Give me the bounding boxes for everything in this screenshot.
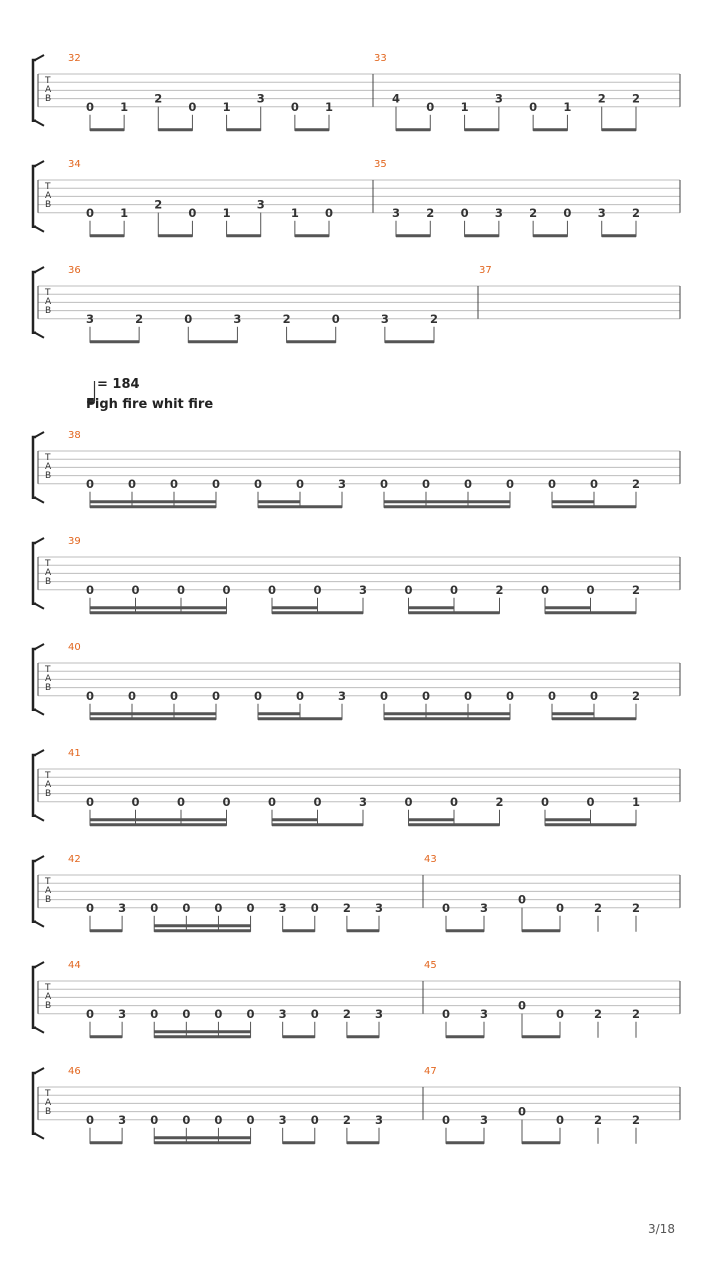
tab-clef-letter: A bbox=[45, 674, 52, 684]
fret-number: 1 bbox=[324, 99, 334, 114]
system-bracket bbox=[33, 755, 36, 816]
fret-number: 2 bbox=[631, 688, 641, 703]
fret-number: 0 bbox=[441, 900, 451, 915]
tab-system bbox=[33, 536, 680, 614]
fret-number: 1 bbox=[460, 99, 469, 114]
tab-clef-letter: T bbox=[45, 182, 51, 192]
fret-number: 0 bbox=[540, 794, 550, 809]
fret-number: 4 bbox=[391, 91, 401, 106]
fret-number: 2 bbox=[154, 91, 163, 106]
fret-number: 2 bbox=[529, 205, 538, 220]
fret-number: 0 bbox=[176, 582, 186, 597]
fret-number: 2 bbox=[495, 582, 504, 597]
fret-number: 1 bbox=[563, 99, 572, 114]
tab-clef-letter: B bbox=[45, 577, 52, 587]
fret-number: 2 bbox=[342, 1006, 351, 1021]
tab-clef-letter: A bbox=[45, 780, 52, 790]
bracket-hook bbox=[35, 432, 44, 437]
bracket-hook bbox=[35, 121, 44, 126]
fret-number: 0 bbox=[449, 794, 459, 809]
tab-clef-letter: T bbox=[45, 76, 51, 86]
fret-number: 0 bbox=[555, 1006, 565, 1021]
fret-number: 3 bbox=[278, 1006, 287, 1021]
fret-number: 0 bbox=[589, 688, 599, 703]
measure-number: 42 bbox=[68, 854, 81, 865]
fret-number: 3 bbox=[479, 900, 489, 915]
measure-number: 41 bbox=[68, 748, 81, 759]
fret-number: 0 bbox=[222, 582, 231, 597]
fret-number: 3 bbox=[233, 311, 242, 326]
tab-clef-letter: T bbox=[45, 1089, 51, 1099]
fret-number: 0 bbox=[404, 794, 413, 809]
fret-number: 3 bbox=[358, 794, 368, 809]
fret-number: 2 bbox=[429, 311, 439, 326]
fret-number: 0 bbox=[295, 476, 305, 491]
tab-system bbox=[33, 854, 680, 932]
fret-number: 0 bbox=[169, 476, 179, 491]
fret-number: 0 bbox=[214, 1112, 223, 1127]
bracket-hook bbox=[35, 604, 44, 609]
tab-clef-letter: A bbox=[45, 85, 52, 95]
fret-number: 2 bbox=[631, 900, 641, 915]
system-bracket bbox=[33, 437, 36, 498]
fret-number: 0 bbox=[563, 205, 572, 220]
tab-clef-letter: B bbox=[45, 94, 52, 104]
fret-number: 0 bbox=[540, 582, 550, 597]
bracket-hook bbox=[35, 750, 44, 755]
fret-number: 0 bbox=[421, 476, 431, 491]
fret-number: 3 bbox=[374, 900, 384, 915]
tab-clef-letter: T bbox=[45, 983, 51, 993]
bracket-hook bbox=[35, 161, 44, 166]
section-label: Figh fire whit fire bbox=[86, 397, 214, 412]
fret-number: 3 bbox=[374, 1006, 384, 1021]
fret-number: 3 bbox=[256, 91, 265, 106]
fret-number: 3 bbox=[380, 311, 389, 326]
tab-system bbox=[33, 430, 680, 508]
fret-number: 0 bbox=[379, 476, 389, 491]
fret-number: 2 bbox=[426, 205, 435, 220]
fret-number: 0 bbox=[150, 1006, 159, 1021]
fret-number: 0 bbox=[246, 900, 255, 915]
tab-clef-letter: B bbox=[45, 895, 52, 905]
fret-number: 1 bbox=[222, 99, 231, 114]
fret-number: 2 bbox=[593, 1112, 603, 1127]
fret-number: 0 bbox=[421, 688, 431, 703]
tab-clef-letter: B bbox=[45, 1001, 52, 1011]
fret-number: 0 bbox=[589, 476, 599, 491]
fret-number: 0 bbox=[184, 311, 193, 326]
fret-number: 0 bbox=[547, 476, 557, 491]
fret-number: 0 bbox=[246, 1006, 255, 1021]
tab-clef-letter: B bbox=[45, 200, 52, 210]
fret-number: 0 bbox=[188, 205, 197, 220]
fret-number: 0 bbox=[127, 476, 137, 491]
fret-number: 0 bbox=[131, 794, 140, 809]
fret-number: 0 bbox=[463, 476, 473, 491]
fret-number: 0 bbox=[505, 476, 515, 491]
fret-number: 3 bbox=[494, 91, 503, 106]
measure-number: 46 bbox=[68, 1066, 81, 1077]
tab-clef-letter: A bbox=[45, 568, 52, 578]
fret-number: 0 bbox=[463, 688, 473, 703]
tab-clef-letter: B bbox=[45, 471, 52, 481]
tab-clef-letter: B bbox=[45, 683, 52, 693]
fret-number: 0 bbox=[188, 99, 197, 114]
fret-number: 0 bbox=[547, 688, 557, 703]
measure-number: 44 bbox=[68, 960, 81, 971]
tab-clef-letter: T bbox=[45, 453, 51, 463]
measure-number: 38 bbox=[68, 430, 81, 441]
bracket-hook bbox=[35, 644, 44, 649]
tab-system bbox=[33, 960, 680, 1038]
measure-number: 36 bbox=[68, 265, 81, 276]
tab-clef-letter: A bbox=[45, 297, 52, 307]
fret-number: 0 bbox=[555, 1112, 565, 1127]
fret-number: 0 bbox=[586, 582, 595, 597]
fret-number: 3 bbox=[479, 1006, 489, 1021]
bracket-hook bbox=[35, 538, 44, 543]
fret-number: 1 bbox=[290, 205, 299, 220]
fret-number: 0 bbox=[441, 1112, 451, 1127]
measure-number: 45 bbox=[424, 960, 437, 971]
measure-number: 40 bbox=[68, 642, 81, 653]
fret-number: 0 bbox=[85, 582, 95, 597]
fret-number: 2 bbox=[631, 476, 641, 491]
fret-number: 0 bbox=[449, 582, 459, 597]
fret-number: 0 bbox=[331, 311, 340, 326]
fret-number: 3 bbox=[278, 900, 287, 915]
system-bracket bbox=[33, 861, 36, 922]
fret-number: 0 bbox=[310, 1112, 319, 1127]
fret-number: 3 bbox=[374, 1112, 384, 1127]
bracket-hook bbox=[35, 55, 44, 60]
fret-number: 0 bbox=[169, 688, 179, 703]
page-number: 3/18 bbox=[648, 1222, 675, 1236]
bracket-hook bbox=[35, 1134, 44, 1139]
fret-number: 0 bbox=[310, 1006, 319, 1021]
fret-number: 3 bbox=[278, 1112, 287, 1127]
fret-number: 0 bbox=[182, 1112, 191, 1127]
bracket-hook bbox=[35, 1028, 44, 1033]
measure-number: 39 bbox=[68, 536, 81, 547]
system-bracket bbox=[33, 967, 36, 1028]
fret-number: 0 bbox=[85, 476, 95, 491]
tab-system bbox=[33, 1066, 680, 1144]
bracket-hook bbox=[35, 498, 44, 503]
fret-number: 0 bbox=[324, 205, 334, 220]
tab-clef-letter: A bbox=[45, 191, 52, 201]
fret-number: 0 bbox=[313, 794, 322, 809]
tab-clef-letter: T bbox=[45, 288, 51, 298]
system-bracket bbox=[33, 649, 36, 710]
measure-number: 32 bbox=[68, 53, 81, 64]
fret-number: 3 bbox=[358, 582, 368, 597]
tab-clef-letter: T bbox=[45, 771, 51, 781]
fret-number: 0 bbox=[150, 1112, 159, 1127]
fret-number: 3 bbox=[391, 205, 401, 220]
tab-clef-letter: A bbox=[45, 1098, 52, 1108]
fret-number: 0 bbox=[379, 688, 389, 703]
fret-number: 0 bbox=[295, 688, 305, 703]
bracket-hook bbox=[35, 267, 44, 272]
bracket-hook bbox=[35, 922, 44, 927]
fret-number: 2 bbox=[631, 582, 641, 597]
fret-number: 0 bbox=[214, 1006, 223, 1021]
fret-number: 0 bbox=[267, 794, 277, 809]
fret-number: 1 bbox=[631, 794, 641, 809]
fret-number: 0 bbox=[253, 476, 263, 491]
fret-number: 0 bbox=[505, 688, 515, 703]
fret-number: 0 bbox=[517, 892, 527, 907]
fret-number: 0 bbox=[85, 1112, 95, 1127]
fret-number: 0 bbox=[85, 794, 95, 809]
fret-number: 0 bbox=[517, 998, 527, 1013]
fret-number: 3 bbox=[337, 688, 347, 703]
fret-number: 3 bbox=[597, 205, 606, 220]
fret-number: 0 bbox=[182, 1006, 191, 1021]
system-bracket bbox=[33, 60, 36, 121]
fret-number: 2 bbox=[135, 311, 144, 326]
fret-number: 2 bbox=[154, 197, 163, 212]
fret-number: 0 bbox=[313, 582, 322, 597]
measure-number: 33 bbox=[374, 53, 387, 64]
fret-number: 0 bbox=[176, 794, 186, 809]
system-bracket bbox=[33, 166, 36, 227]
tempo-marking: = 184 bbox=[97, 377, 140, 392]
fret-number: 0 bbox=[85, 900, 95, 915]
fret-number: 2 bbox=[593, 1006, 603, 1021]
fret-number: 0 bbox=[290, 99, 299, 114]
fret-number: 0 bbox=[222, 794, 231, 809]
tab-clef-letter: A bbox=[45, 992, 52, 1002]
fret-number: 1 bbox=[120, 205, 129, 220]
fret-number: 3 bbox=[256, 197, 265, 212]
measure-number: 47 bbox=[424, 1066, 437, 1077]
measure-number: 35 bbox=[374, 159, 387, 170]
tab-clef-letter: T bbox=[45, 665, 51, 675]
fret-number: 0 bbox=[85, 99, 95, 114]
tab-system bbox=[33, 53, 680, 131]
bracket-hook bbox=[35, 333, 44, 338]
tab-clef-letter: B bbox=[45, 306, 52, 316]
fret-number: 3 bbox=[118, 1006, 127, 1021]
fret-number: 0 bbox=[441, 1006, 451, 1021]
fret-number: 0 bbox=[150, 900, 159, 915]
fret-number: 0 bbox=[529, 99, 538, 114]
fret-number: 0 bbox=[85, 688, 95, 703]
tab-clef-letter: B bbox=[45, 1107, 52, 1117]
measure-number: 34 bbox=[68, 159, 81, 170]
fret-number: 0 bbox=[460, 205, 469, 220]
fret-number: 0 bbox=[127, 688, 137, 703]
fret-number: 0 bbox=[517, 1104, 527, 1119]
bracket-hook bbox=[35, 710, 44, 715]
tab-clef-letter: A bbox=[45, 462, 52, 472]
fret-number: 2 bbox=[342, 1112, 351, 1127]
fret-number: 0 bbox=[211, 688, 221, 703]
fret-number: 2 bbox=[282, 311, 291, 326]
measure-number: 43 bbox=[424, 854, 437, 865]
fret-number: 2 bbox=[593, 900, 603, 915]
fret-number: 2 bbox=[631, 91, 641, 106]
fret-number: 0 bbox=[211, 476, 221, 491]
bracket-hook bbox=[35, 227, 44, 232]
fret-number: 3 bbox=[337, 476, 347, 491]
fret-number: 2 bbox=[597, 91, 606, 106]
system-bracket bbox=[33, 272, 36, 333]
fret-number: 0 bbox=[85, 1006, 95, 1021]
fret-number: 0 bbox=[310, 900, 319, 915]
fret-number: 2 bbox=[631, 1006, 641, 1021]
fret-number: 0 bbox=[253, 688, 263, 703]
fret-number: 0 bbox=[555, 900, 565, 915]
fret-number: 3 bbox=[494, 205, 503, 220]
fret-number: 2 bbox=[631, 1112, 641, 1127]
fret-number: 2 bbox=[631, 205, 641, 220]
fret-number: 0 bbox=[182, 900, 191, 915]
fret-number: 2 bbox=[342, 900, 351, 915]
bracket-hook bbox=[35, 856, 44, 861]
fret-number: 3 bbox=[479, 1112, 489, 1127]
tab-system bbox=[33, 642, 680, 720]
fret-number: 3 bbox=[85, 311, 95, 326]
bracket-hook bbox=[35, 962, 44, 967]
fret-number: 0 bbox=[246, 1112, 255, 1127]
fret-number: 3 bbox=[118, 1112, 127, 1127]
fret-number: 0 bbox=[586, 794, 595, 809]
fret-number: 3 bbox=[118, 900, 127, 915]
system-bracket bbox=[33, 543, 36, 604]
tab-clef-letter: T bbox=[45, 559, 51, 569]
fret-number: 0 bbox=[267, 582, 277, 597]
fret-number: 0 bbox=[131, 582, 140, 597]
tab-clef-letter: B bbox=[45, 789, 52, 799]
tab-system bbox=[33, 748, 680, 826]
fret-number: 2 bbox=[495, 794, 504, 809]
tab-clef-letter: T bbox=[45, 877, 51, 887]
fret-number: 0 bbox=[85, 205, 95, 220]
fret-number: 1 bbox=[120, 99, 129, 114]
tab-system bbox=[33, 265, 680, 343]
bracket-hook bbox=[35, 1068, 44, 1073]
fret-number: 0 bbox=[426, 99, 435, 114]
bracket-hook bbox=[35, 816, 44, 821]
measure-number: 37 bbox=[479, 265, 492, 276]
system-bracket bbox=[33, 1073, 36, 1134]
tab-clef-letter: A bbox=[45, 886, 52, 896]
fret-number: 1 bbox=[222, 205, 231, 220]
tab-system bbox=[33, 159, 680, 237]
fret-number: 0 bbox=[214, 900, 223, 915]
fret-number: 0 bbox=[404, 582, 413, 597]
